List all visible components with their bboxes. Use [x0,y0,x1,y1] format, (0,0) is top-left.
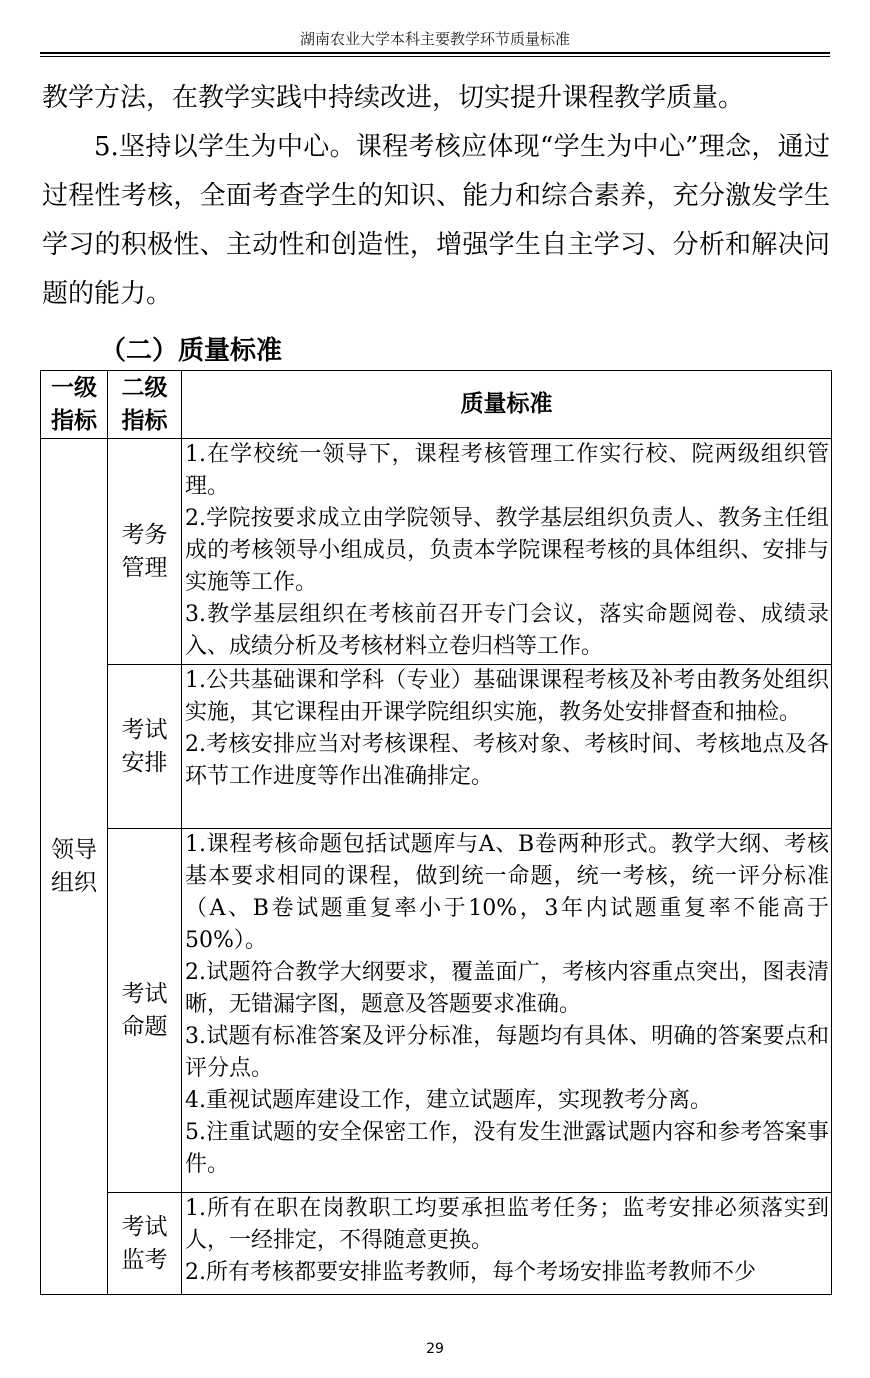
section-heading: （二）质量标准 [100,336,283,366]
standard-item: 1.所有在职在岗教职工均要承担监考任务；监考安排必须落实到人，一经排定，不得随意更换。 [185,1196,829,1253]
table-row [41,665,832,829]
table-header-row [41,371,832,439]
level2-cell: 考试监考 [108,1193,182,1295]
standard-item: 2.考核安排应当对考核课程、考核对象、考核时间、考核地点及各环节工作进度等作出准确排定。 [185,732,829,789]
page-number: 29 [426,1341,444,1357]
paragraph-continued: 教学方法，在教学实践中持续改进，切实提升课程教学质量。 [42,83,745,113]
header-rule-thin [40,56,830,57]
standard-item: 2.试题符合教学大纲要求，覆盖面广，考核内容重点突出，图表清晰，无错漏字图，题意及答题要求准确。 [185,960,829,1017]
table-row [41,439,832,665]
body-text [42,74,830,319]
standard-cell [182,665,832,829]
standard-item: 4.重视试题库建设工作，建立试题库，实现教考分离。 [185,1088,712,1113]
quality-standard-table [40,370,832,1295]
standard-item: 1.公共基础课和学科（专业）基础课课程考核及补考由教务处组织实施，其它课程由开课学院组织实施，教务处安排督查和抽检。 [185,668,829,725]
standard-item: 1.课程考核命题包括试题库与A、B卷两种形式。教学大纲、考核基本要求相同的课程，做到统一命题，统一考核，统一评分标准（A、B卷试题重复率小于10%，3年内试题重复率不能高于50%）。 [185,832,829,953]
level1-cell: 领导组织 [41,439,108,1295]
standard-cell [182,829,832,1193]
standard-cell [182,439,832,665]
header-level1: 一级指标 [41,371,108,439]
header-level2: 二级指标 [108,371,182,439]
paragraph-student-centered: 5.坚持以学生为中心。课程考核应体现“学生为中心”理念，通过过程性考核，全面考查学生的知识、能力和综合素养，充分激发学生学习的积极性、主动性和创造性，增强学生自主学习、分析和解决问题的能力。 [42,132,830,309]
header-standard: 质量标准 [182,371,832,439]
level2-cell: 考务管理 [108,439,182,665]
standard-item: 3.教学基层组织在考核前召开专门会议，落实命题阅卷、成绩录入、成绩分析及考核材料立卷归档等工作。 [185,602,829,659]
header-rule-thick [40,52,830,54]
standard-item: 2.学院按要求成立由学院领导、教学基层组织负责人、教务主任组成的考核领导小组成员，负责本学院课程考核的具体组织、安排与实施等工作。 [185,506,829,595]
standard-cell [182,1193,832,1295]
running-header: 湖南农业大学本科主要教学环节质量标准 [299,30,570,48]
standard-item: 1.在学校统一领导下，课程考核管理工作实行校、院两级组织管理。 [185,442,829,499]
standard-item: 2.所有考核都要安排监考教师，每个考场安排监考教师不少 [185,1260,756,1285]
standard-item: 5.注重试题的安全保密工作，没有发生泄露试题内容和参考答案事件。 [185,1120,829,1177]
table-row [41,1193,832,1295]
level2-cell: 考试安排 [108,665,182,829]
table-row [41,829,832,1193]
standard-item: 3.试题有标准答案及评分标准，每题均有具体、明确的答案要点和评分点。 [185,1024,829,1081]
level2-cell: 考试命题 [108,829,182,1193]
